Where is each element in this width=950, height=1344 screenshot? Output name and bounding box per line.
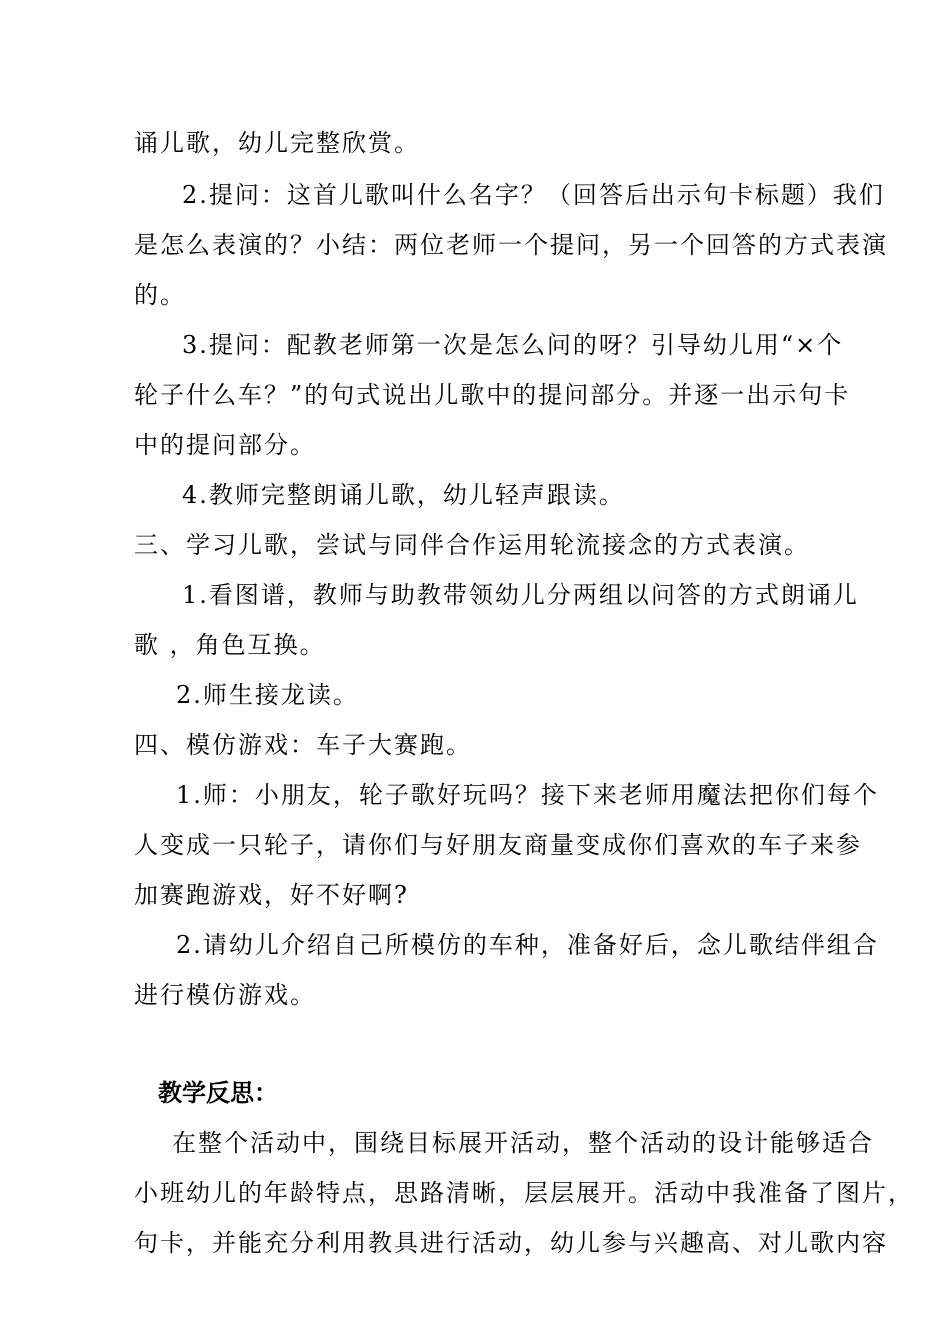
text-line: 轮子什么车？”的句式说出儿歌中的提问部分。并逐一出示句卡: [134, 381, 851, 409]
section-heading: 四、模仿游戏：车子大赛跑。: [134, 731, 472, 759]
text-line: 2.提问：这首儿歌叫什么名字？（回答后出示句卡标题）我们: [182, 181, 885, 209]
text-line: 的。: [134, 281, 186, 309]
text-line: 中的提问部分。: [134, 431, 316, 459]
text-line: 4.教师完整朗诵儿歌，幼儿轻声跟读。: [182, 481, 625, 509]
text-line: 句卡，并能充分利用教具进行活动，幼儿参与兴趣高、对儿歌内容: [134, 1229, 888, 1257]
text-line: 在整个活动中，围绕目标展开活动，整个活动的设计能够适合: [172, 1129, 874, 1157]
text-line: 诵儿歌，幼儿完整欣赏。: [134, 129, 420, 157]
reflection-heading: 教学反思：: [158, 1079, 278, 1107]
text-line: 小班幼儿的年龄特点，思路清晰，层层展开。活动中我准备了图片，: [134, 1179, 914, 1207]
section-heading: 三、学习儿歌，尝试与同伴合作运用轮流接念的方式表演。: [134, 531, 810, 559]
text-line: 人变成一只轮子，请你们与好朋友商量变成你们喜欢的车子来参: [134, 831, 862, 859]
text-line: 3.提问：配教老师第一次是怎么问的呀？引导幼儿用“×个: [182, 331, 844, 359]
text-line: 是怎么表演的？小结：两位老师一个提问，另一个回答的方式表演: [134, 231, 888, 259]
text-line: 歌 ，角色互换。: [134, 631, 326, 659]
text-line: 2.请幼儿介绍自己所模仿的车种，准备好后，念儿歌结伴组合: [176, 931, 879, 959]
text-line: 加赛跑游戏，好不好啊?: [134, 881, 409, 909]
text-line: 1.看图谱，教师与助教带领幼儿分两组以问答的方式朗诵儿: [182, 581, 859, 609]
text-line: 2.师生接龙读。: [176, 681, 359, 709]
text-line: 进行模仿游戏。: [134, 981, 316, 1009]
text-line: 1.师：小朋友，轮子歌好玩吗？接下来老师用魔法把你们每个: [176, 781, 879, 809]
